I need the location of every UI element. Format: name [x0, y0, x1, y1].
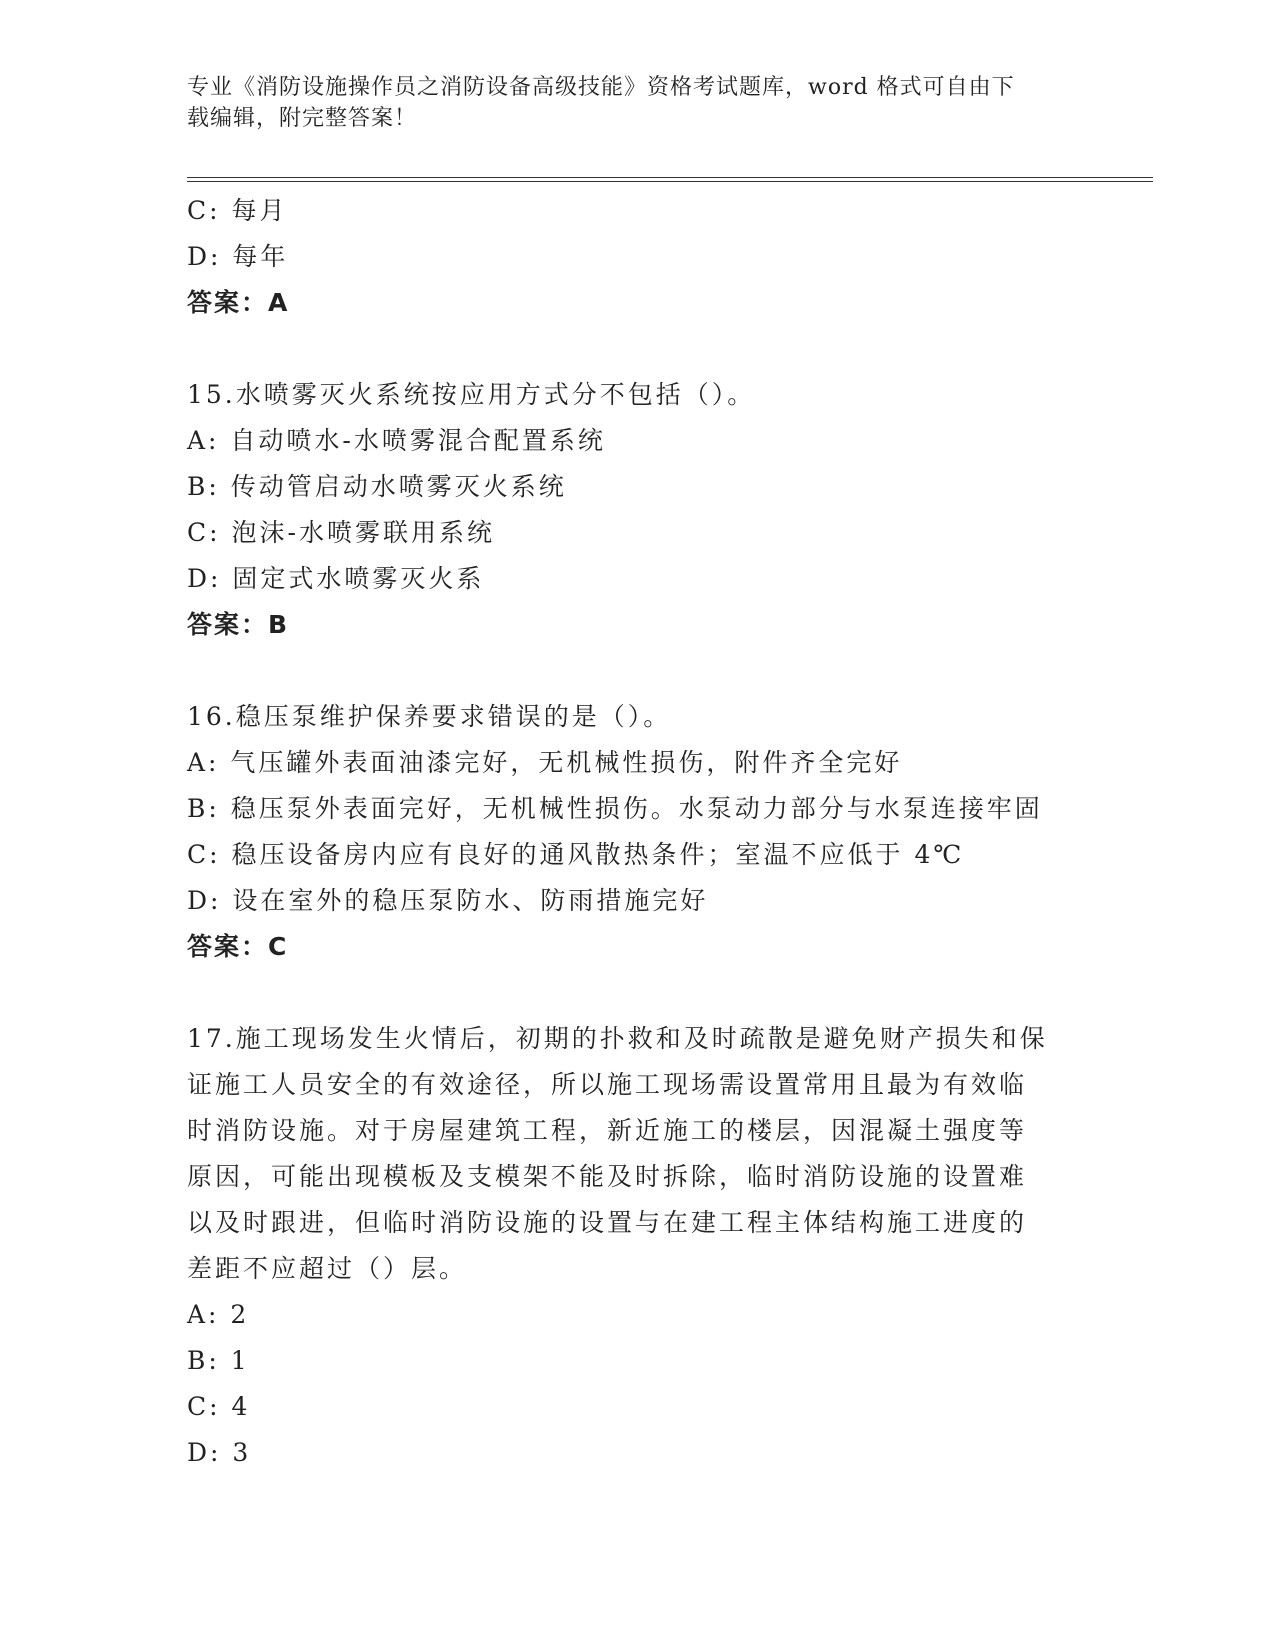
q17-question-line: 17.施工现场发生火情后，初期的扑救和及时疏散是避免财产损失和保 — [187, 1024, 1048, 1053]
question-15-block — [187, 372, 1087, 648]
document-body — [187, 188, 1087, 1476]
q17-option-b: B: 1 — [187, 1346, 250, 1375]
q14-option-d: D: 每年 — [187, 242, 289, 271]
q14-answer: 答案：A — [187, 288, 290, 317]
question-16-block — [187, 694, 1087, 970]
spacer — [187, 326, 1087, 372]
q17-question-line: 证施工人员安全的有效途径，所以施工现场需设置常用且最为有效临 — [187, 1070, 1028, 1099]
q17-question-line: 原因，可能出现模板及支模架不能及时拆除，临时消防设施的设置难 — [187, 1162, 1028, 1191]
q16-option-b: B: 稳压泵外表面完好，无机械性损伤。水泵动力部分与水泵连接牢固 — [187, 794, 1043, 823]
q17-question-line: 以及时跟进，但临时消防设施的设置与在建工程主体结构施工进度的 — [187, 1208, 1028, 1237]
q15-option-a: A: 自动喷水-水喷雾混合配置系统 — [187, 426, 606, 455]
q16-answer: 答案：C — [187, 932, 289, 961]
header-divider — [187, 177, 1153, 182]
header-line-2: 载编辑，附完整答案！ — [187, 106, 418, 131]
q17-option-a: A: 2 — [187, 1300, 250, 1329]
q17-option-d: D: 3 — [187, 1438, 252, 1467]
q14-option-c: C: 每月 — [187, 196, 288, 225]
q15-option-b: B: 传动管启动水喷雾灭火系统 — [187, 472, 567, 501]
q15-question: 15.水喷雾灭火系统按应用方式分不包括（）。 — [187, 380, 756, 409]
q15-option-d: D: 固定式水喷雾灭火系 — [187, 564, 485, 593]
q17-option-c: C: 4 — [187, 1392, 251, 1421]
q16-option-a: A: 气压罐外表面油漆完好，无机械性损伤，附件齐全完好 — [187, 748, 903, 777]
q16-option-c: C: 稳压设备房内应有良好的通风散热条件；室温不应低于 4℃ — [187, 840, 965, 869]
q17-question-line: 差距不应超过（）层。 — [187, 1254, 468, 1283]
spacer — [187, 648, 1087, 694]
q15-option-c: C: 泡沫-水喷雾联用系统 — [187, 518, 495, 547]
header-line-1: 专业《消防设施操作员之消防设备高级技能》资格考试题库，word 格式可自由下 — [187, 75, 1015, 100]
q16-question: 16.稳压泵维护保养要求错误的是（）。 — [187, 702, 672, 731]
q15-answer: 答案：B — [187, 610, 290, 639]
q17-question-line: 时消防设施。对于房屋建筑工程，新近施工的楼层，因混凝土强度等 — [187, 1116, 1028, 1145]
q16-option-d: D: 设在室外的稳压泵防水、防雨措施完好 — [187, 886, 709, 915]
document-header — [187, 72, 1067, 134]
question-14-block — [187, 188, 1087, 326]
spacer — [187, 970, 1087, 1016]
question-17-block — [187, 1016, 1087, 1476]
